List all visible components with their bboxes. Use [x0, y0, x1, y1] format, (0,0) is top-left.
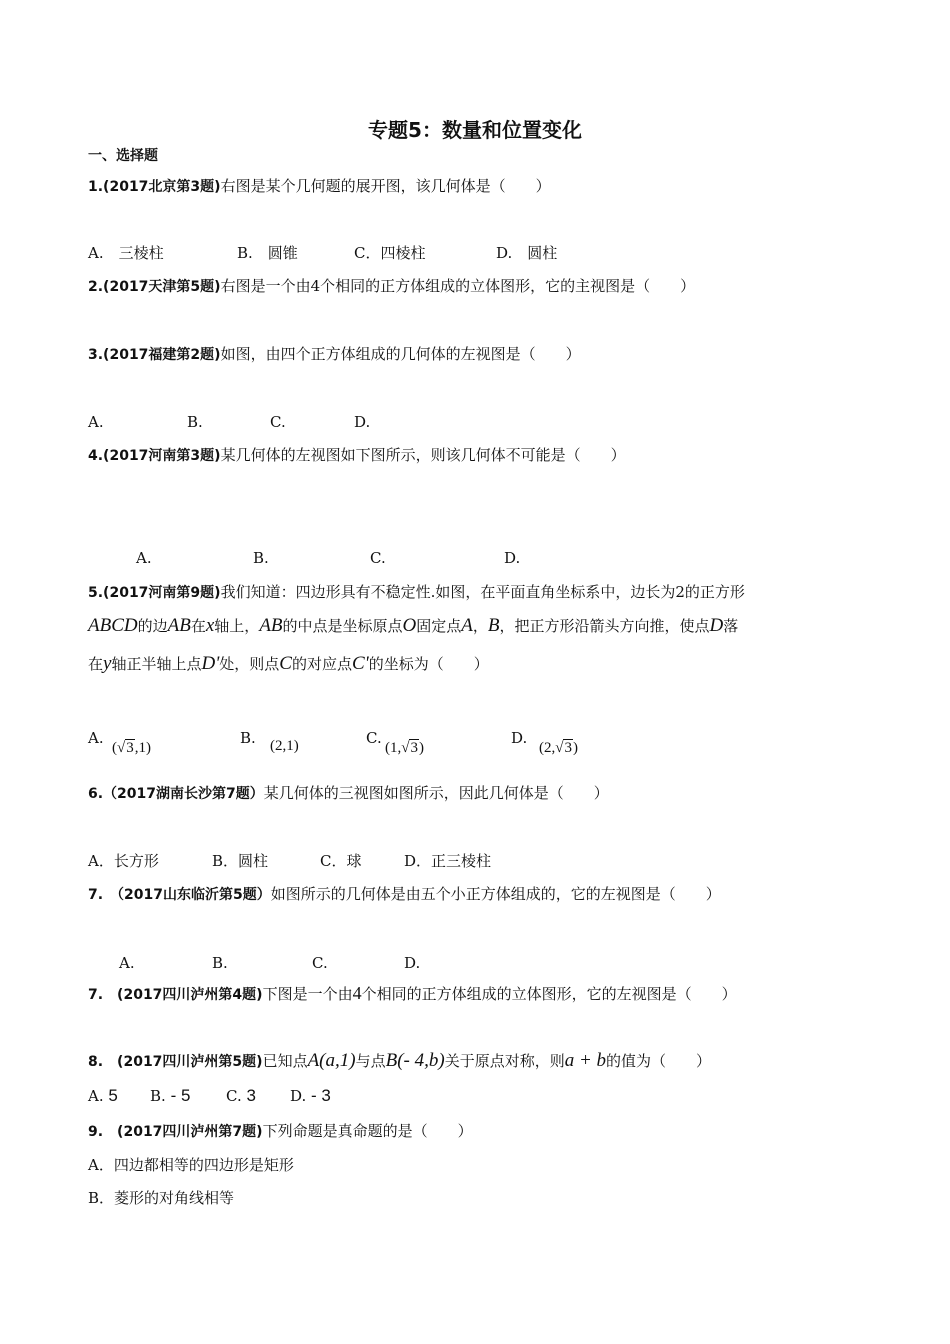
- question-text: 的对应点: [291, 655, 352, 673]
- question-8: [88, 1051, 711, 1072]
- q7a-option-b: B.: [212, 954, 228, 972]
- question-text: 的值为（ ）: [606, 1052, 712, 1070]
- question-text: 在: [190, 617, 206, 635]
- question-number: 4.(2017河南第3题): [88, 448, 221, 464]
- q8-option-c: [226, 1086, 256, 1106]
- math-symbol: O: [402, 615, 417, 636]
- math-number: 4: [352, 983, 362, 1003]
- question-5-line-2: [88, 616, 738, 636]
- question-7-linyi: [88, 884, 721, 905]
- question-number: 3.(2017福建第2题): [88, 347, 221, 363]
- question-text: 下列命题是真命题的是（ ）: [262, 1122, 473, 1140]
- question-text: 轴正半轴上点: [111, 655, 202, 673]
- question-number: 5.(2017河南第9题): [88, 585, 221, 601]
- option-value: 5: [108, 1086, 118, 1105]
- question-number: 8. (2017四川泸州第5题): [88, 1054, 263, 1070]
- question-2: [88, 276, 695, 297]
- question-text: 的坐标为（ ）: [368, 655, 489, 673]
- math-radicand: 3: [126, 740, 134, 756]
- page-title: 专题5：数量和位置变化: [368, 118, 582, 142]
- section-heading: 一、选择题: [88, 148, 158, 164]
- question-text: 如图所示的几何体是由五个小正方体组成的，它的左视图是（ ）: [270, 885, 721, 903]
- question-text: 下图是一个由: [262, 985, 353, 1003]
- question-text: ，把正方形沿箭头方向推，使点: [499, 617, 710, 635]
- question-7-luzhou: [88, 983, 737, 1005]
- math-symbol: AB: [167, 615, 191, 636]
- question-number: 7. （2017山东临沂第5题）: [88, 887, 271, 903]
- math-symbol: x: [205, 615, 215, 636]
- math-symbol: A: [461, 615, 473, 636]
- q5-option-c-value: (1,√3): [385, 740, 424, 756]
- question-text: 如图，由四个正方体组成的几何体的左视图是（ ）: [220, 345, 581, 363]
- option-value: - 5: [170, 1086, 191, 1105]
- math-radicand: 3: [410, 740, 418, 756]
- q5-option-a-label: A.: [88, 729, 104, 747]
- option-label: A.: [88, 1087, 104, 1105]
- q3-option-d: D.: [354, 413, 371, 431]
- q6-option-d: D．正三棱柱: [404, 852, 492, 870]
- option-label: B.: [150, 1087, 166, 1105]
- question-text: 落: [723, 617, 739, 635]
- q7a-option-c: C.: [312, 954, 328, 972]
- math-symbol: D': [201, 653, 220, 674]
- q1-option-d: D. 圆柱: [496, 244, 558, 262]
- question-text: 右图是一个由4个相同的正方体组成的立体图形，它的主视图是（ ）: [220, 277, 696, 295]
- q4-option-b: B.: [253, 549, 269, 567]
- question-text: 关于原点对称，则: [444, 1052, 565, 1070]
- q1-option-c: C．四棱柱: [354, 244, 426, 262]
- math-text: ): [418, 740, 424, 756]
- option-value: - 3: [311, 1086, 331, 1105]
- question-text: 与点: [355, 1052, 386, 1070]
- q8-option-d: [290, 1086, 331, 1106]
- q6-option-b: B．圆柱: [212, 852, 269, 870]
- math-symbol: D: [709, 615, 724, 636]
- math-symbol: B: [487, 615, 500, 636]
- math-text: (1,: [385, 740, 402, 756]
- math-point-a: A(a,1): [307, 1050, 356, 1071]
- q5-option-d-value: (2,√3): [539, 740, 578, 756]
- question-text: ，: [472, 617, 488, 635]
- question-text: 处，则点: [219, 655, 280, 673]
- question-text: 的边: [137, 617, 168, 635]
- option-label: D.: [290, 1087, 307, 1105]
- q7a-option-a: A.: [119, 954, 135, 972]
- question-number: 1.(2017北京第3题): [88, 179, 221, 195]
- q6-option-c: C．球: [320, 852, 362, 870]
- q5-option-d-label: D.: [511, 729, 528, 747]
- question-number: 6.（2017湖南长沙第7题）: [88, 786, 264, 802]
- q1-option-b: B. 圆锥: [237, 244, 298, 262]
- q5-option-a-value: (√3,1): [112, 740, 151, 756]
- question-number: 7. (2017四川泸州第4题): [88, 987, 263, 1003]
- q1-option-a: A. 三棱柱: [88, 244, 164, 262]
- q4-option-d: D.: [504, 549, 521, 567]
- q8-option-b: [150, 1086, 190, 1106]
- question-number: 2.(2017天津第5题): [88, 279, 221, 295]
- math-expression: a + b: [564, 1050, 607, 1071]
- question-9: [88, 1121, 473, 1142]
- option-label: C.: [226, 1087, 242, 1105]
- math-symbol: C': [351, 653, 369, 674]
- math-radicand: 3: [564, 740, 572, 756]
- question-number: 9. (2017四川泸州第7题): [88, 1124, 263, 1140]
- math-point-b: B(- 4,b): [385, 1050, 445, 1071]
- q3-option-b: B.: [187, 413, 203, 431]
- q6-option-a: A．长方形: [88, 852, 159, 870]
- q9-option-a: A．四边都相等的四边形是矩形: [88, 1156, 294, 1174]
- question-text: 固定点: [416, 617, 462, 635]
- q8-option-a: [88, 1086, 118, 1106]
- q4-option-c: C.: [370, 549, 386, 567]
- question-text: 个相同的正方体组成的立体图形，它的左视图是（ ）: [361, 985, 737, 1003]
- question-text: 已知点: [262, 1052, 308, 1070]
- question-1: [88, 176, 551, 197]
- q5-option-b-label: B.: [240, 729, 256, 747]
- question-3: [88, 344, 581, 365]
- q3-option-a: A.: [88, 413, 104, 431]
- q3-option-c: C.: [270, 413, 286, 431]
- math-symbol: y: [103, 653, 112, 674]
- q5-option-c-label: C.: [366, 729, 382, 747]
- question-text: 我们知道：四边形具有不稳定性.如图，在平面直角坐标系中，边长为2的正方形: [220, 583, 745, 601]
- question-4: [88, 445, 626, 466]
- question-text: 右图是某个几何题的展开图，该几何体是（ ）: [220, 177, 551, 195]
- question-text: 某几何体的左视图如下图所示，则该几何体不可能是（ ）: [220, 446, 626, 464]
- q5-option-b-value: (2,1): [270, 738, 299, 754]
- q7a-option-d: D.: [404, 954, 421, 972]
- question-text: 的中点是坐标原点: [282, 617, 403, 635]
- q9-option-b: B．菱形的对角线相等: [88, 1189, 235, 1207]
- question-5: [88, 582, 745, 603]
- math-text: ): [572, 740, 578, 756]
- math-text: (: [112, 740, 117, 756]
- option-value: 3: [246, 1086, 256, 1105]
- math-symbol: C: [279, 653, 292, 674]
- math-symbol: AB: [259, 615, 283, 636]
- question-text: 在: [88, 655, 104, 673]
- math-symbol: ABCD: [88, 615, 138, 636]
- math-text: ,1): [134, 740, 151, 756]
- question-6: [88, 783, 609, 804]
- question-text: 某几何体的三视图如图所示，因此几何体是（ ）: [263, 784, 609, 802]
- math-text: (2,: [539, 740, 556, 756]
- question-text: 轴上，: [214, 617, 260, 635]
- question-5-line-3: [88, 654, 489, 674]
- q4-option-a: A.: [136, 549, 152, 567]
